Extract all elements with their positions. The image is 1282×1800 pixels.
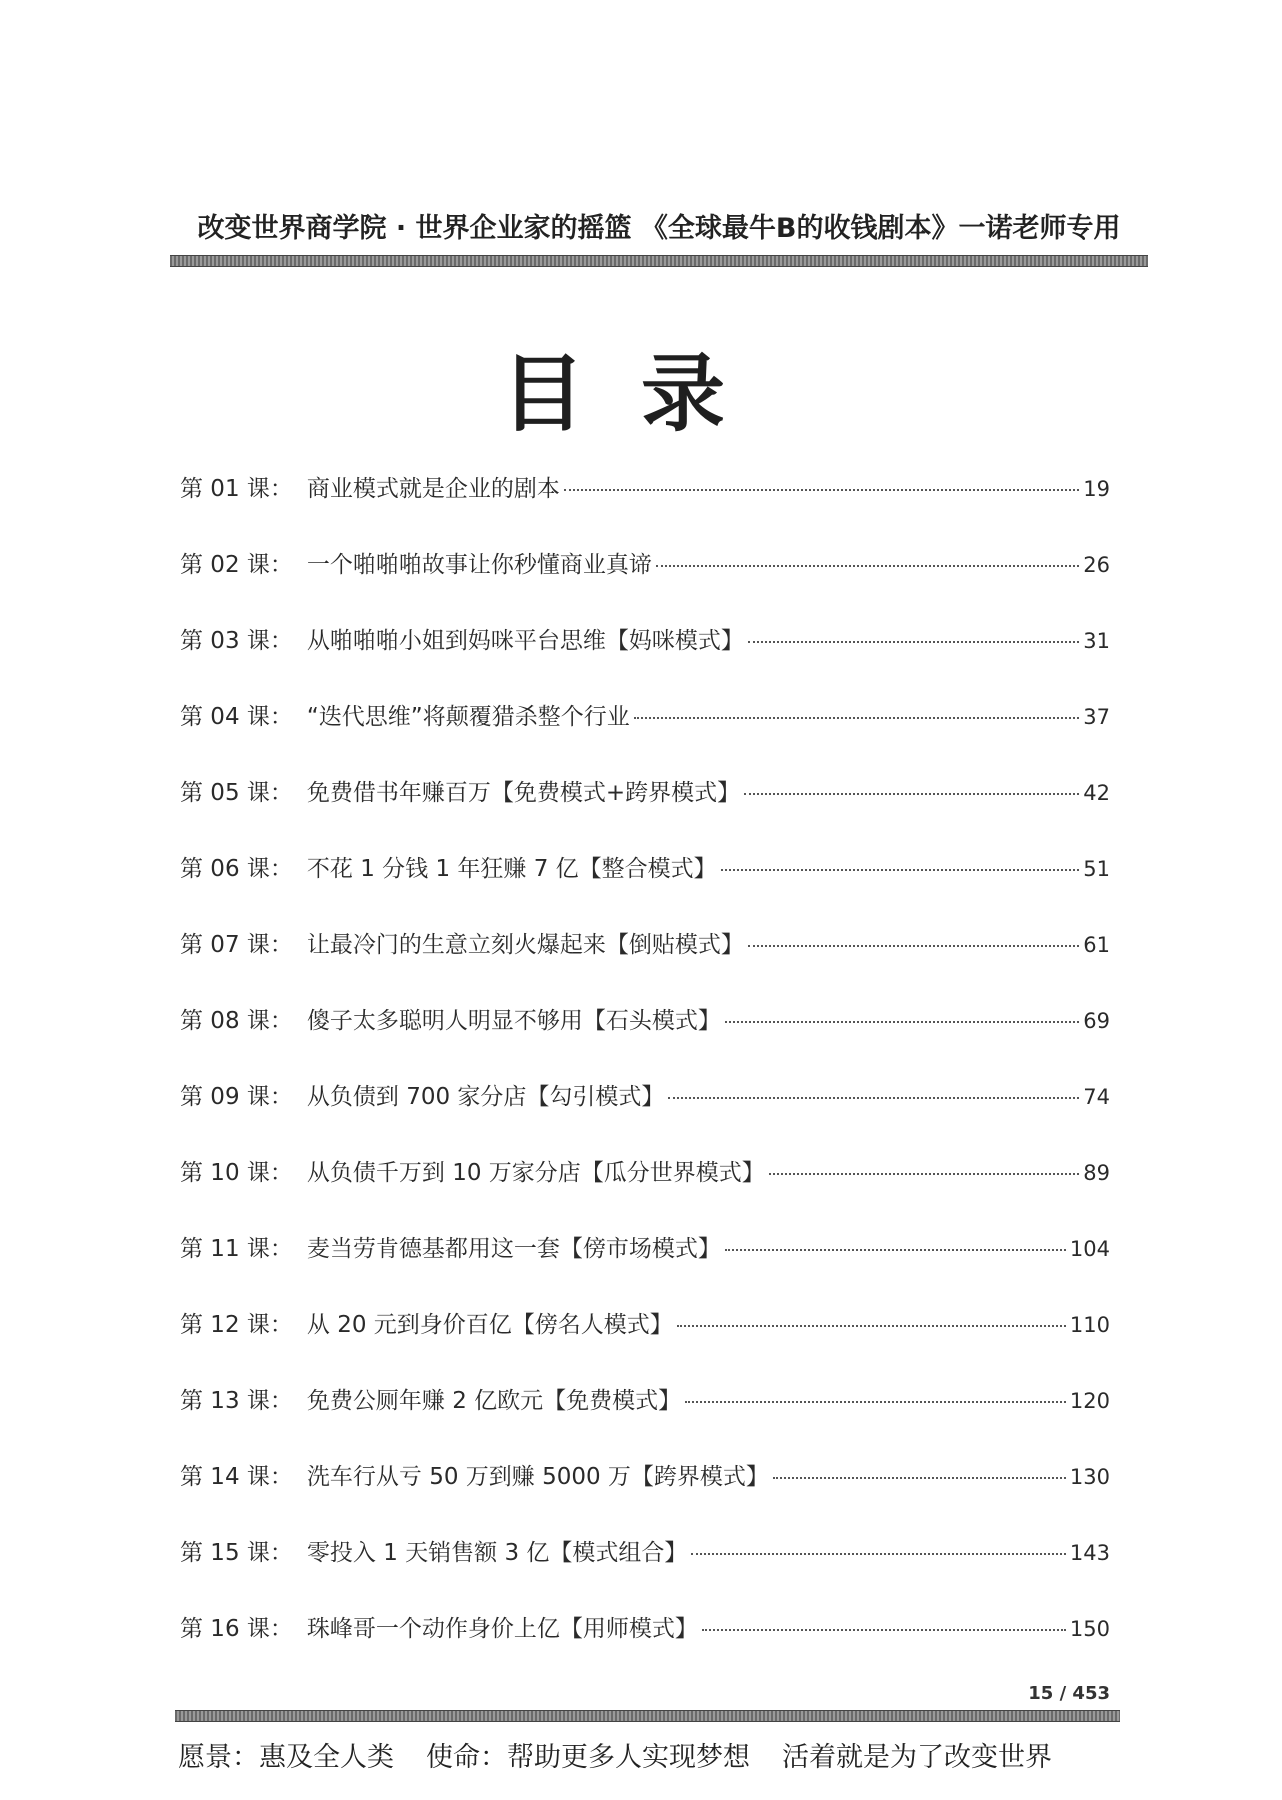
toc-entry-leader <box>691 1553 1066 1555</box>
toc-entry-leader <box>773 1477 1066 1479</box>
toc-entry-page: 42 <box>1083 781 1110 805</box>
toc-entry-title: 傻子太多聪明人明显不够用【石头模式】 <box>306 1008 721 1034</box>
toc-entry-lesson: 第 05 课： <box>180 780 293 806</box>
toc-entry[interactable] <box>180 1078 1110 1154</box>
toc-entry-title: 珠峰哥一个动作身价上亿【用师模式】 <box>306 1616 698 1642</box>
toc-entry-page: 89 <box>1083 1161 1110 1185</box>
toc-entry-title: 从负债千万到 10 万家分店【瓜分世界模式】 <box>306 1160 765 1186</box>
toc-entry-lesson: 第 04 课： <box>180 704 293 730</box>
toc-entry-leader <box>634 717 1080 719</box>
toc-entry[interactable] <box>180 1306 1110 1382</box>
toc-entry-page: 74 <box>1083 1085 1110 1109</box>
toc-list <box>180 470 1110 1686</box>
toc-entry-title: 洗车行从亏 50 万到赚 5000 万【跨界模式】 <box>306 1464 769 1490</box>
toc-entry-page: 130 <box>1069 1465 1110 1489</box>
toc-entry[interactable] <box>180 1534 1110 1610</box>
toc-entry-title: 零投入 1 天销售额 3 亿【模式组合】 <box>306 1540 688 1566</box>
toc-entry[interactable] <box>180 926 1110 1002</box>
toc-entry-page: 150 <box>1069 1617 1110 1641</box>
toc-entry-page: 37 <box>1083 705 1110 729</box>
toc-entry[interactable] <box>180 622 1110 698</box>
toc-entry-lesson: 第 06 课： <box>180 856 293 882</box>
toc-entry-lesson: 第 09 课： <box>180 1084 293 1110</box>
toc-entry-leader <box>769 1173 1079 1175</box>
toc-entry-page: 143 <box>1069 1541 1110 1565</box>
toc-entry-lesson: 第 02 课： <box>180 552 293 578</box>
toc-entry-page: 69 <box>1083 1009 1110 1033</box>
toc-entry-title: 商业模式就是企业的剧本 <box>306 476 560 502</box>
toc-entry[interactable] <box>180 1458 1110 1534</box>
header-divider <box>170 255 1148 267</box>
toc-entry-lesson: 第 15 课： <box>180 1540 293 1566</box>
toc-entry-page: 110 <box>1069 1313 1110 1337</box>
toc-entry-page: 31 <box>1083 629 1110 653</box>
footer-vision: 愿景：惠及全人类 <box>178 1742 394 1773</box>
toc-entry-lesson: 第 03 课： <box>180 628 293 654</box>
toc-entry-title: “迭代思维”将颠覆猎杀整个行业 <box>306 704 630 730</box>
toc-entry-leader <box>677 1325 1066 1327</box>
toc-entry-leader <box>702 1629 1066 1631</box>
toc-entry-title: 麦当劳肯德基都用这一套【傍市场模式】 <box>306 1236 721 1262</box>
toc-entry-page: 19 <box>1083 477 1110 501</box>
footer-slogan: 活着就是为了改变世界 <box>782 1742 1052 1773</box>
toc-entry-title: 免费公厕年赚 2 亿欧元【免费模式】 <box>306 1388 682 1414</box>
toc-entry[interactable] <box>180 698 1110 774</box>
toc-entry-page: 61 <box>1083 933 1110 957</box>
toc-entry-lesson: 第 10 课： <box>180 1160 293 1186</box>
toc-entry-lesson: 第 08 课： <box>180 1008 293 1034</box>
toc-entry[interactable] <box>180 1002 1110 1078</box>
toc-entry-page: 26 <box>1083 553 1110 577</box>
toc-entry-leader <box>656 565 1079 567</box>
toc-entry-leader <box>725 1249 1066 1251</box>
toc-entry-leader <box>748 641 1079 643</box>
toc-entry-lesson: 第 07 课： <box>180 932 293 958</box>
toc-entry-lesson: 第 12 课： <box>180 1312 293 1338</box>
toc-entry-lesson: 第 11 课： <box>180 1236 293 1262</box>
toc-entry-leader <box>725 1021 1079 1023</box>
toc-entry[interactable] <box>180 1382 1110 1458</box>
toc-entry-title: 不花 1 分钱 1 年狂赚 7 亿【整合模式】 <box>306 856 717 882</box>
toc-entry-title: 让最冷门的生意立刻火爆起来【倒贴模式】 <box>306 932 744 958</box>
toc-entry-leader <box>685 1401 1066 1403</box>
toc-entry[interactable] <box>180 1154 1110 1230</box>
toc-entry-page: 104 <box>1069 1237 1110 1261</box>
toc-entry[interactable] <box>180 546 1110 622</box>
toc-entry[interactable] <box>180 470 1110 546</box>
toc-entry-title: 免费借书年赚百万【免费模式+跨界模式】 <box>306 780 741 806</box>
toc-entry-leader <box>744 793 1079 795</box>
footer-motto <box>178 1735 1118 1774</box>
toc-entry-lesson: 第 16 课： <box>180 1616 293 1642</box>
running-header: 改变世界商学院 · 世界企业家的摇篮 《全球最牛B的收钱剧本》一诺老师专用 <box>197 213 1121 244</box>
toc-entry[interactable] <box>180 774 1110 850</box>
toc-entry-lesson: 第 14 课： <box>180 1464 293 1490</box>
toc-entry-leader <box>748 945 1079 947</box>
toc-entry-title: 从 20 元到身价百亿【傍名人模式】 <box>306 1312 673 1338</box>
toc-entry[interactable] <box>180 1610 1110 1686</box>
toc-entry-lesson: 第 01 课： <box>180 476 293 502</box>
toc-entry-leader <box>668 1097 1079 1099</box>
toc-entry-title: 从负债到 700 家分店【勾引模式】 <box>306 1084 665 1110</box>
toc-entry-lesson: 第 13 课： <box>180 1388 293 1414</box>
toc-entry[interactable] <box>180 850 1110 926</box>
toc-entry-title: 从啪啪啪小姐到妈咪平台思维【妈咪模式】 <box>306 628 744 654</box>
toc-title: 目录 <box>500 345 781 443</box>
toc-entry-title: 一个啪啪啪故事让你秒懂商业真谛 <box>306 552 652 578</box>
toc-entry-page: 51 <box>1083 857 1110 881</box>
toc-entry-page: 120 <box>1069 1389 1110 1413</box>
footer-mission: 使命：帮助更多人实现梦想 <box>426 1742 750 1773</box>
page-number: 15 / 453 <box>1028 1683 1110 1704</box>
toc-entry[interactable] <box>180 1230 1110 1306</box>
footer-divider <box>175 1710 1120 1722</box>
toc-entry-leader <box>564 489 1079 491</box>
toc-entry-leader <box>721 869 1080 871</box>
